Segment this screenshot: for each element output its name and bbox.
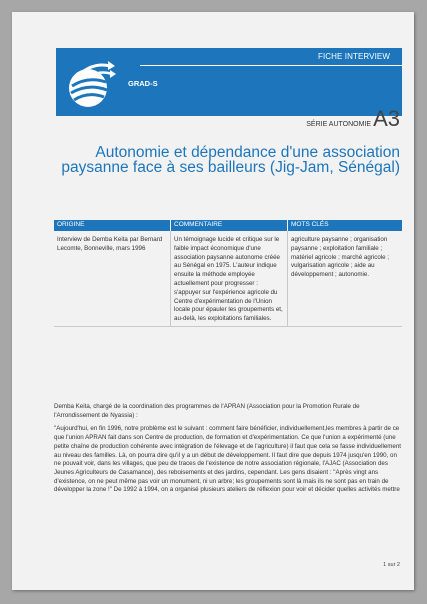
globe-logo-icon xyxy=(66,58,116,110)
info-table xyxy=(54,220,402,327)
table-header-row xyxy=(54,220,402,231)
page-number: 1 sur 2 xyxy=(383,562,400,568)
document-page xyxy=(12,12,414,590)
cell-commentaire: Un témoignage lucide et critique sur le faible impact économique d'une association paysanne autonome créée au Sénégal en 1975. L'auteur indique ensuite la méthode employée actuellement pour progresser : s'appuyer sur l'expérience agricole du Centre d'expérimentation de l'Union locale pour épauler les groupements et, au-delà, les exploitations familiales. xyxy=(171,231,288,326)
intro-paragraph: Demba Keita, chargé de la coordination des programmes de l'APRAN (Association pour la Promotion Rurale de l'Arrondissement de Nyassia) : xyxy=(54,403,360,419)
series-marker xyxy=(306,108,400,130)
quote-paragraph: "Aujourd'hui, en fin 1996, notre problème est le suivant : comment faire bénéficier, individuellement,les membres à partir de ce que l'union APRAN fait dans son Centre de production, de formation et d'expérimentation. Ce que l'union a expérimenté (une petite chaîne de production cohérente avec intégration de l'élevage et de l'agriculture) il faut que cela se fasse individuellement au niveau des familles. Là, on pourra dire qu'il y a un début de développement. Il faut dire que depuis 1974 jusqu'en 1990, on ne pouvait voir, dans les villages, que peu de traces de l'existence de notre association régionale, l'AJAC (Association des Jeunes Agriculteurs de Casamance), des reboisements et des jardins, cependant. Les gens disaient : "Après vingt ans d'existence, on ne peut même pas voir un monument, ni un arbre; les groupements sont là mais ils ne sont pas en train de développer la zone !" De 1992 à 1994, on a organisé plusieurs ateliers de réflexion pour voir et décider quelles activités mettre xyxy=(54,425,402,494)
banner-divider xyxy=(140,65,402,66)
header-mots-cles: MOTS CLÉS xyxy=(288,220,403,231)
header-origine: ORIGINE xyxy=(54,220,171,231)
cell-mots-cles: agriculture paysanne ; organisation paysanne ; exploitation familiale ; matériel agricole ; marché agricole ; vulgarisation agricole ; aide au développement ; autonomie. xyxy=(288,231,403,326)
series-label: SÉRIE AUTONOMIE xyxy=(306,121,372,128)
series-code: A3 xyxy=(373,106,400,131)
document-title: Autonomie et dépendance d'une association paysanne face à ses bailleurs (Jig-Jam, Sénégal) xyxy=(61,144,400,176)
logo-text: GRAD-S xyxy=(128,79,158,88)
body-text xyxy=(54,403,402,500)
table-row xyxy=(54,231,402,326)
cell-origine: Interview de Demba Keita par Bernard Lecomte, Bonneville, mars 1996 xyxy=(54,231,171,326)
banner-label: FICHE INTERVIEW xyxy=(317,52,390,61)
header-commentaire: COMMENTAIRE xyxy=(171,220,288,231)
header-banner xyxy=(56,48,402,116)
